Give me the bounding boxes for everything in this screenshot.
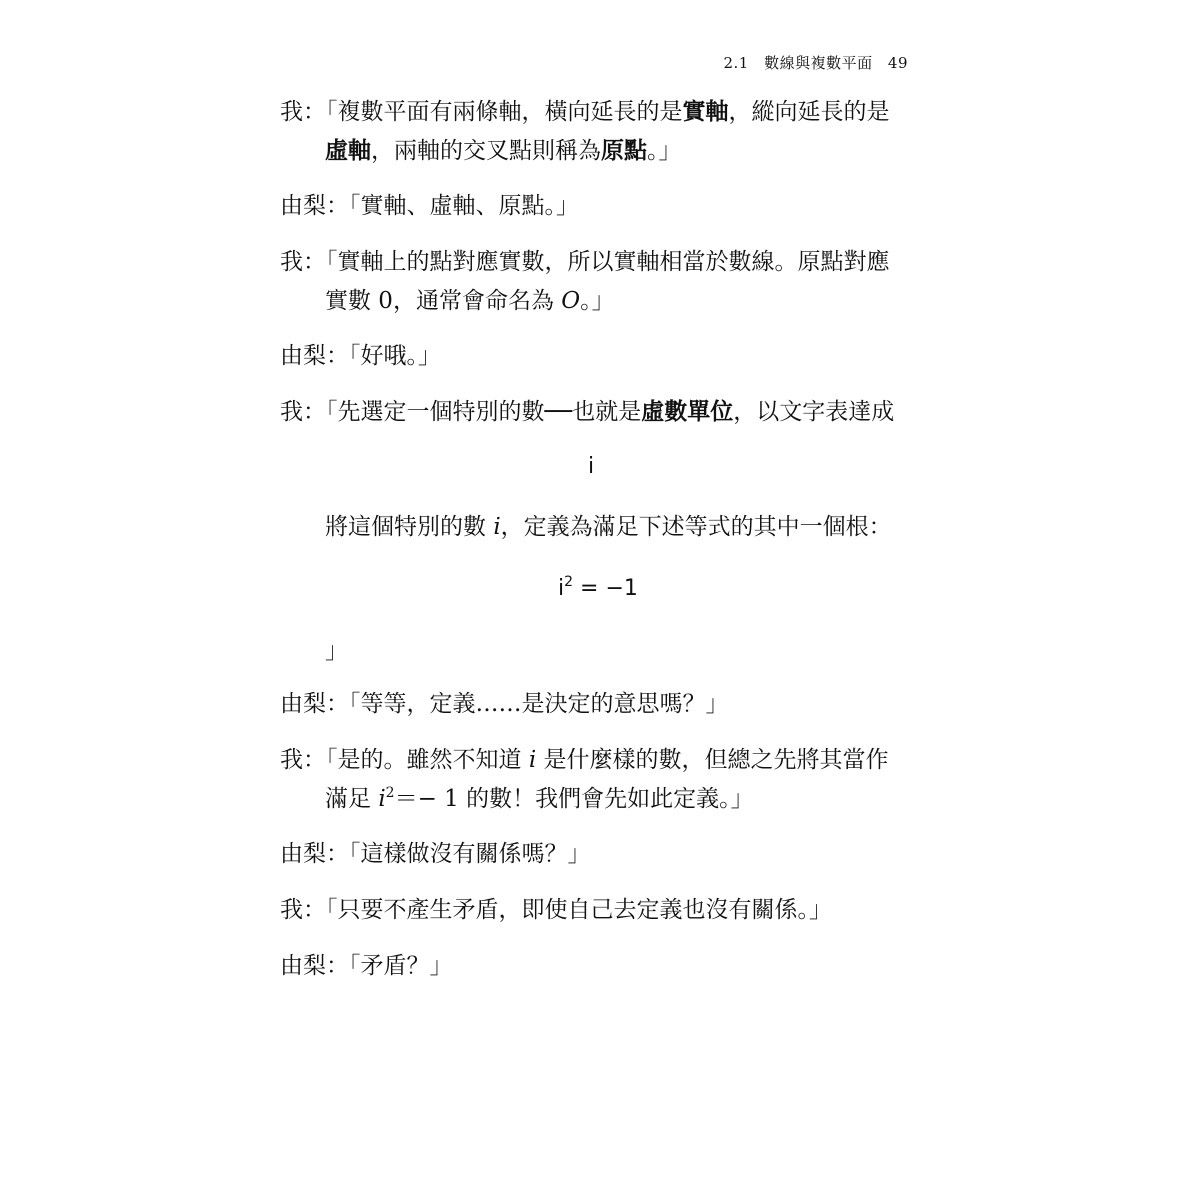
closing-quote: 」	[325, 638, 348, 664]
term-imaginary-axis: 虛軸	[325, 137, 371, 164]
dialogue-line-6: 由梨：「好哦。」	[280, 343, 441, 369]
dialogue-line-12: 滿足 $i^2=- 1$ 的數！我們會先如此定義。」	[325, 785, 754, 812]
term-real-axis: 實軸	[682, 98, 729, 125]
dialogue-line-7: 我：「先選定一個特別的數──也就是虛數單位，以文字表達成	[280, 398, 895, 425]
dialogue-line-2: 虛軸，兩軸的交叉點則稱為原點。」	[325, 137, 682, 164]
running-header	[723, 52, 908, 73]
dialogue-line-10: 由梨：「等等，定義……是決定的意思嗎？」	[280, 691, 729, 717]
dialogue-line-14: 我：「只要不產生矛盾，即使自己去定義也沒有關係。」	[280, 897, 832, 923]
dialogue-line-15: 由梨：「矛盾？」	[280, 953, 453, 979]
section-number: 2.1	[723, 54, 749, 72]
dialogue-line-11: 我：「是的。雖然不知道 i 是什麼樣的數，但總之先將其當作	[280, 747, 889, 773]
dialogue-line-5: 實數 0，通常會命名為 O。」	[325, 288, 615, 314]
dialogue-line-1: 我：「複數平面有兩條軸，橫向延長的是實軸，縱向延長的是	[280, 98, 890, 125]
math-i: i	[588, 454, 595, 479]
dialogue-line-8: 將這個特別的數 i，定義為滿足下述等式的其中一個根：	[325, 514, 892, 540]
page-number: 49	[887, 54, 908, 72]
math-equation: $i^2 = -1$	[558, 574, 638, 601]
dialogue-line-13: 由梨：「這樣做沒有關係嗎？」	[280, 841, 591, 867]
term-origin: 原點	[601, 137, 647, 164]
dialogue-line-3: 由梨：「實軸、虛軸、原點。」	[280, 193, 579, 219]
section-title: 數線與複數平面	[764, 54, 873, 72]
term-imaginary-unit: 虛數單位	[641, 398, 734, 425]
dialogue-line-4: 我：「實軸上的點對應實數，所以實軸相當於數線。原點對應	[280, 249, 890, 275]
